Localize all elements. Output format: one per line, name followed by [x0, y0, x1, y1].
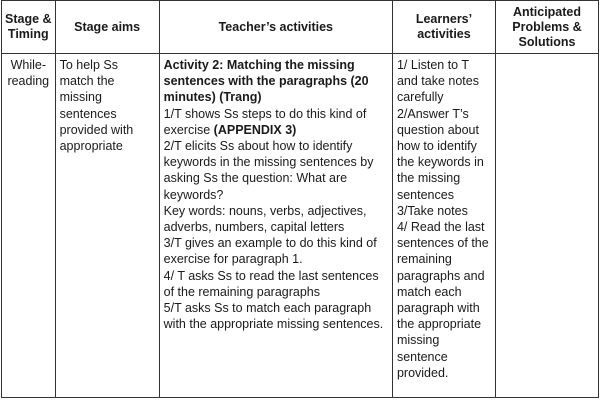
teacher-activities-cell [159, 54, 392, 398]
header-learner-activities: Learners’ activities [392, 1, 495, 54]
teacher-step-2: 2/T elicits Ss about how to identify keywords in the missing sentences by asking Ss the question: What are keywords? [163, 139, 374, 202]
appendix-reference: (APPENDIX 3) [213, 122, 297, 137]
stage-text: While-reading [7, 58, 50, 89]
teacher-step-5: 5/T asks Ss to match each paragraph with the appropriate missing sentences. [163, 301, 384, 332]
learner-step-4: 4/ Read the last sentences of the remaining paragraphs and match each paragraph with the appropriate missing sentence provided. [396, 220, 489, 380]
learner-step-2: 2/Answer T’s question about how to identify the keywords in the missing sentences [396, 106, 484, 202]
teacher-step-1: 1/T shows Ss steps to do this kind of exercise (APPENDIX 3) [163, 106, 367, 137]
activity-title: Activity 2: Matching the missing sentences with the paragraphs (20 minutes) (Trang) [163, 58, 369, 105]
learner-activities-cell [392, 54, 495, 398]
aims-cell [55, 54, 159, 398]
header-stage-timing: Stage & Timing [2, 1, 56, 54]
learner-step-3: 3/Take notes [396, 203, 468, 218]
problems-cell [495, 54, 598, 398]
header-anticipated-problems: Anticipated Problems & Solutions [495, 1, 598, 54]
table-row [2, 54, 599, 398]
header-teacher-activities: Teacher’s activities [159, 1, 392, 54]
learner-step-1: 1/ Listen to T and take notes carefully [396, 58, 479, 105]
teacher-step-3: 3/T gives an example to do this kind of exercise for paragraph 1. [163, 236, 377, 267]
keywords-note: Key words: nouns, verbs, adjectives, adverbs, numbers, capital letters [163, 203, 367, 235]
aims-text: To help Ss match the missing sentences provided with appropriate [59, 58, 134, 154]
header-row [2, 1, 599, 54]
teacher-step-4: 4/ T asks Ss to read the last sentences of the remaining paragraphs [163, 268, 379, 299]
lesson-plan-table [1, 0, 599, 398]
header-stage-aims: Stage aims [55, 1, 159, 54]
stage-cell [2, 54, 56, 398]
